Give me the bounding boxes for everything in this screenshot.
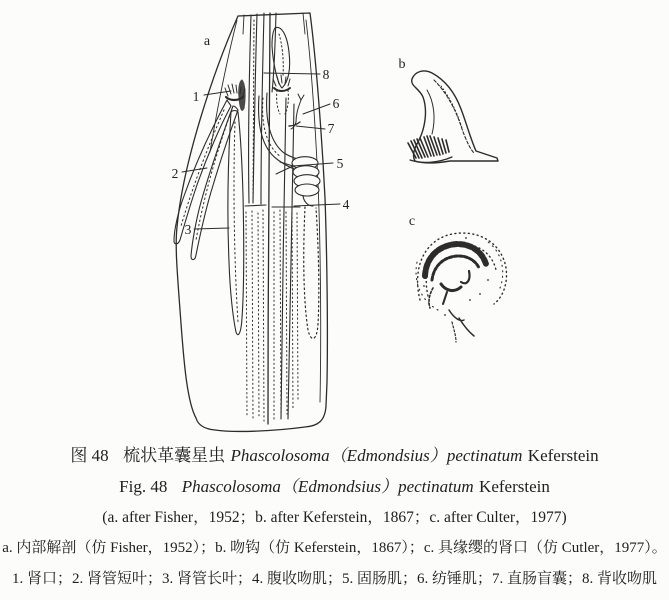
number-label-7: 7 [327,121,335,136]
caption-title-cn [0,441,669,466]
panel-a-drawing [171,13,340,431]
nephridium-long-lobe [228,111,244,335]
panel-label-b: b [398,57,406,72]
number-label-2: 2 [171,166,179,181]
panel-b-drawing [408,71,498,163]
leader-6 [303,104,330,114]
central-strands [249,13,294,424]
fig-number-cn: 图 48 [70,446,109,465]
hook-comb-teeth [408,136,449,158]
subgenus-name: （Edmondsius） [280,477,399,496]
figure-caption [0,438,669,588]
panel-label-c: c [408,214,416,229]
number-label-1: 1 [192,89,200,104]
dotted-loop [304,207,319,338]
caption-credits-en: (a. after Fisher，1952；b. after Keferstein，1867；c. after Culter，1977) [102,509,567,526]
number-label-3: 3 [184,222,192,237]
trunk-inner-wall-right [306,20,321,402]
right-organ-cluster [273,75,304,129]
species-epithet: pectinatum [446,446,523,465]
fig-number-en: Fig. 48 [119,477,168,496]
number-label-5: 5 [336,156,344,171]
panel-label-a: a [203,34,211,49]
small-dark-band [239,80,245,110]
number-label-8: 8 [322,67,330,82]
caption-legend: 1. 肾口；2. 肾管短叶；3. 肾管长叶；4. 腹收吻肌；5. 固肠肌；6. 纺锤肌；7. 直肠盲囊；8. 背收吻肌 [11,571,657,587]
subgenus-name: （Edmondsius） [329,446,447,465]
hook-inner-line [427,90,434,134]
panel-c-drawing [416,233,506,342]
genus-name: Phascolosoma [230,446,330,465]
caption-title-en [0,472,669,497]
number-label-4: 4 [342,197,350,212]
species-epithet: pectinatum [398,477,474,496]
genus-name: Phascolosoma [181,477,281,496]
leader-4 [294,204,340,206]
caption-credits-cn: a. 内部解剖（仿 Fisher，1952）；b. 吻钩（仿 Keferstein，1867）；c. 具缘缨的肾口（仿 Cutler，1977）。 [2,540,667,556]
species-author: Keferstein [479,477,550,496]
number-label-6: 6 [332,96,340,111]
species-author: Keferstein [527,446,599,465]
leader-3 [194,228,229,229]
species-name-cn: 梳状革囊星虫 [123,446,226,465]
